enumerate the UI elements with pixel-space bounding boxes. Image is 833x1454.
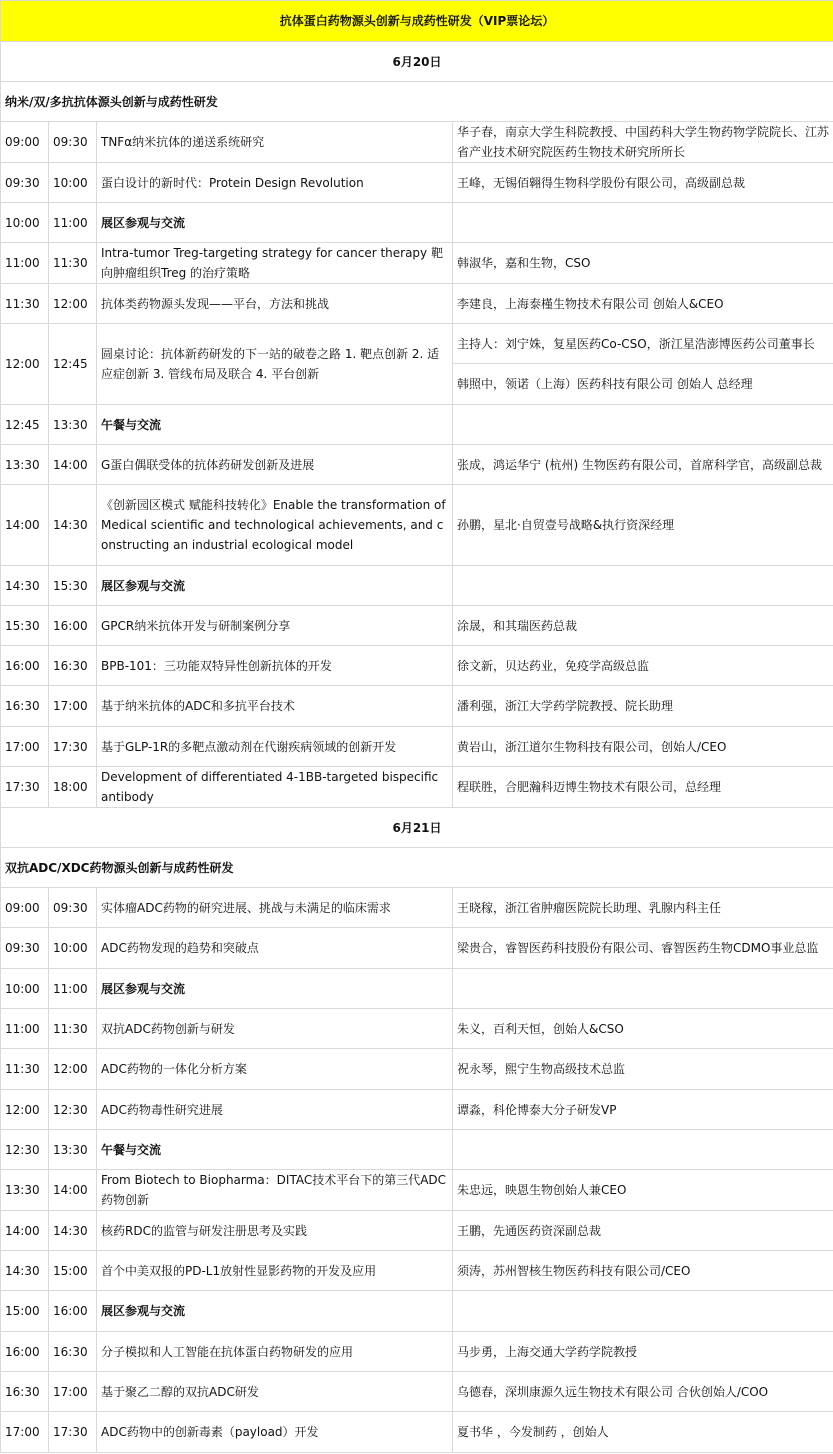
end-time: 17:30 — [49, 1412, 97, 1453]
end-time: 10:00 — [49, 163, 97, 203]
session-topic: 午餐与交流 — [97, 1130, 453, 1170]
start-time: 15:30 — [1, 606, 49, 646]
end-time: 17:00 — [49, 686, 97, 727]
session-speaker: 韩照中，领诺（上海）医药科技有限公司 创始人 总经理 — [453, 364, 833, 405]
session-topic: GPCR纳米抗体开发与研制案例分享 — [97, 606, 453, 646]
session-speaker: 程联胜，合肥瀚科迈博生物技术有限公司，总经理 — [453, 767, 833, 808]
start-time: 16:00 — [1, 646, 49, 686]
session-topic: 实体瘤ADC药物的研究进展、挑战与未满足的临床需求 — [97, 888, 453, 928]
session-topic: 基于GLP-1R的多靶点激动剂在代谢疾病领域的创新开发 — [97, 727, 453, 767]
session-speaker: 谭淼，科伦博泰大分子研发VP — [453, 1090, 833, 1130]
session-topic: G蛋白偶联受体的抗体药研发创新及进展 — [97, 445, 453, 485]
end-time: 11:30 — [49, 1009, 97, 1049]
start-time: 10:00 — [1, 203, 49, 243]
session-speaker: 朱忠远，映恩生物创始人兼CEO — [453, 1170, 833, 1211]
session-speaker: 夏书华 ，今发制药 ，创始人 — [453, 1412, 833, 1453]
end-time: 13:30 — [49, 1130, 97, 1170]
session-speaker: 孙鹏，星北·自贸壹号战略&执行资深经理 — [453, 485, 833, 566]
session-topic: 首个中美双报的PD-L1放射性显影药物的开发及应用 — [97, 1251, 453, 1291]
start-time: 16:30 — [1, 1372, 49, 1412]
session-topic: Development of differentiated 4-1BB-targeted bispecific antibody — [97, 767, 453, 808]
session-row — [1, 606, 833, 646]
end-time: 09:30 — [49, 888, 97, 928]
session-row — [1, 1049, 833, 1090]
session-topic: 午餐与交流 — [97, 405, 453, 445]
start-time: 11:30 — [1, 284, 49, 324]
session-speaker — [453, 566, 833, 606]
session-topic: From Biotech to Biopharma：DITAC技术平台下的第三代ADC药物创新 — [97, 1170, 453, 1211]
start-time: 13:30 — [1, 1170, 49, 1211]
session-speaker: 朱义，百利天恒，创始人&CSO — [453, 1009, 833, 1049]
session-row — [1, 767, 833, 808]
session-topic: 圆桌讨论：抗体新药研发的下一站的破卷之路 1. 靶点创新 2. 适应症创新 3. 管线布局及联合 4. 平台创新 — [97, 324, 453, 405]
start-time: 14:00 — [1, 1211, 49, 1251]
end-time: 16:30 — [49, 1332, 97, 1372]
session-row — [1, 243, 833, 284]
start-time: 12:00 — [1, 1090, 49, 1130]
end-time: 13:30 — [49, 405, 97, 445]
break-row — [1, 566, 833, 606]
session-row — [1, 928, 833, 969]
session-topic: 基于纳米抗体的ADC和多抗平台技术 — [97, 686, 453, 727]
start-time: 16:00 — [1, 1332, 49, 1372]
start-time: 14:00 — [1, 485, 49, 566]
session-speaker: 祝永琴，熙宁生物高级技术总监 — [453, 1049, 833, 1090]
session-row — [1, 1009, 833, 1049]
date-row — [1, 42, 833, 82]
session-topic: 展区参观与交流 — [97, 1291, 453, 1332]
start-time: 11:30 — [1, 1049, 49, 1090]
session-speaker: 乌德春，深圳康源久远生物技术有限公司 合伙创始人/COO — [453, 1372, 833, 1412]
end-time: 12:00 — [49, 284, 97, 324]
end-time: 11:00 — [49, 969, 97, 1009]
end-time: 09:30 — [49, 122, 97, 163]
break-row — [1, 405, 833, 445]
session-speaker: 徐文新，贝达药业，免疫学高级总监 — [453, 646, 833, 686]
end-time: 16:00 — [49, 606, 97, 646]
break-row — [1, 203, 833, 243]
session-speaker: 涂晟，和其瑞医药总裁 — [453, 606, 833, 646]
session-topic: 抗体类药物源头发现——平台，方法和挑战 — [97, 284, 453, 324]
session-topic: 分子模拟和人工智能在抗体蛋白药物研发的应用 — [97, 1332, 453, 1372]
session-speaker: 李建良，上海泰槿生物技术有限公司 创始人&CEO — [453, 284, 833, 324]
start-time: 12:00 — [1, 324, 49, 405]
session-row — [1, 1090, 833, 1130]
start-time: 14:30 — [1, 1251, 49, 1291]
end-time: 16:30 — [49, 646, 97, 686]
session-topic: 核药RDC的监管与研发注册思考及实践 — [97, 1211, 453, 1251]
start-time: 12:45 — [1, 405, 49, 445]
section-title: 双抗ADC/XDC药物源头创新与成药性研发 — [1, 848, 833, 888]
session-topic: Intra-tumor Treg-targeting strategy for cancer therapy 靶向肿瘤组织Treg 的治疗策略 — [97, 243, 453, 284]
session-topic: ADC药物毒性研究进展 — [97, 1090, 453, 1130]
start-time: 13:30 — [1, 445, 49, 485]
session-row — [1, 646, 833, 686]
session-topic: 双抗ADC药物创新与研发 — [97, 1009, 453, 1049]
session-topic: ADC药物中的创新毒素（payload）开发 — [97, 1412, 453, 1453]
session-topic: 《创新园区模式 赋能科技转化》Enable the transformation of Medical scientific and technological achievements, and constructing an industrial ecological model — [97, 485, 453, 566]
session-topic: 展区参观与交流 — [97, 969, 453, 1009]
start-time: 09:30 — [1, 928, 49, 969]
end-time: 17:00 — [49, 1372, 97, 1412]
end-time: 11:00 — [49, 203, 97, 243]
start-time: 17:00 — [1, 727, 49, 767]
title-row — [1, 1, 833, 42]
start-time: 10:00 — [1, 969, 49, 1009]
end-time: 12:00 — [49, 1049, 97, 1090]
session-row — [1, 324, 833, 364]
session-row — [1, 1332, 833, 1372]
start-time: 14:30 — [1, 566, 49, 606]
session-row — [1, 445, 833, 485]
end-time: 18:00 — [49, 767, 97, 808]
session-row — [1, 888, 833, 928]
session-speaker: 张成，鸿运华宁 (杭州) 生物医药有限公司，首席科学官，高级副总裁 — [453, 445, 833, 485]
end-time: 16:00 — [49, 1291, 97, 1332]
session-row — [1, 122, 833, 163]
session-speaker — [453, 203, 833, 243]
session-row — [1, 1170, 833, 1211]
session-topic: ADC药物发现的趋势和突破点 — [97, 928, 453, 969]
section-row — [1, 848, 833, 888]
end-time: 14:00 — [49, 445, 97, 485]
start-time: 12:30 — [1, 1130, 49, 1170]
end-time: 12:30 — [49, 1090, 97, 1130]
end-time: 15:30 — [49, 566, 97, 606]
date-row — [1, 808, 833, 848]
start-time: 11:00 — [1, 1009, 49, 1049]
day-date: 6月20日 — [1, 42, 833, 82]
session-row — [1, 686, 833, 727]
start-time: 09:00 — [1, 122, 49, 163]
end-time: 10:00 — [49, 928, 97, 969]
start-time: 11:00 — [1, 243, 49, 284]
forum-title: 抗体蛋白药物源头创新与成药性研发（VIP票论坛） — [1, 1, 833, 42]
session-row — [1, 163, 833, 203]
break-row — [1, 1130, 833, 1170]
break-row — [1, 1291, 833, 1332]
session-row — [1, 727, 833, 767]
session-row — [1, 1412, 833, 1453]
end-time: 14:30 — [49, 485, 97, 566]
session-speaker — [453, 969, 833, 1009]
session-topic: TNFα纳米抗体的递送系统研究 — [97, 122, 453, 163]
end-time: 14:00 — [49, 1170, 97, 1211]
session-speaker: 王晓稼，浙江省肿瘤医院院长助理、乳腺内科主任 — [453, 888, 833, 928]
session-row — [1, 284, 833, 324]
session-row — [1, 1372, 833, 1412]
end-time: 12:45 — [49, 324, 97, 405]
section-row — [1, 82, 833, 122]
session-speaker: 黄岩山，浙江道尔生物科技有限公司，创始人/CEO — [453, 727, 833, 767]
session-speaker: 潘利强，浙江大学药学院教授、院长助理 — [453, 686, 833, 727]
end-time: 14:30 — [49, 1211, 97, 1251]
session-row — [1, 1251, 833, 1291]
session-speaker: 华子春，南京大学生科院教授、中国药科大学生物药物学院院长、江苏省产业技术研究院医药生物技术研究所所长 — [453, 122, 833, 163]
session-speaker: 王峰，无锡佰翱得生物科学股份有限公司，高级副总裁 — [453, 163, 833, 203]
session-topic: 展区参观与交流 — [97, 566, 453, 606]
end-time: 15:00 — [49, 1251, 97, 1291]
session-topic: BPB-101：三功能双特异性创新抗体的开发 — [97, 646, 453, 686]
session-speaker — [453, 1291, 833, 1332]
session-topic: 基于聚乙二醇的双抗ADC研发 — [97, 1372, 453, 1412]
start-time: 15:00 — [1, 1291, 49, 1332]
end-time: 17:30 — [49, 727, 97, 767]
section-title: 纳米/双/多抗抗体源头创新与成药性研发 — [1, 82, 833, 122]
session-speaker: 马步勇，上海交通大学药学院教授 — [453, 1332, 833, 1372]
session-speaker — [453, 405, 833, 445]
session-speaker: 梁贵合，睿智医药科技股份有限公司、睿智医药生物CDMO事业总监 — [453, 928, 833, 969]
session-topic: 展区参观与交流 — [97, 203, 453, 243]
session-row — [1, 485, 833, 566]
session-topic: ADC药物的一体化分析方案 — [97, 1049, 453, 1090]
session-speaker: 主持人：刘宁姝，复星医药Co-CSO，浙江星浩澎博医药公司董事长 — [453, 324, 833, 364]
start-time: 09:30 — [1, 163, 49, 203]
session-row — [1, 1211, 833, 1251]
session-topic: 蛋白设计的新时代：Protein Design Revolution — [97, 163, 453, 203]
session-speaker: 王鹏，先通医药资深副总裁 — [453, 1211, 833, 1251]
break-row — [1, 969, 833, 1009]
start-time: 17:00 — [1, 1412, 49, 1453]
session-speaker: 韩淑华，嘉和生物，CSO — [453, 243, 833, 284]
day-date: 6月21日 — [1, 808, 833, 848]
session-speaker: 须涛，苏州智核生物医药科技有限公司/CEO — [453, 1251, 833, 1291]
end-time: 11:30 — [49, 243, 97, 284]
start-time: 09:00 — [1, 888, 49, 928]
start-time: 16:30 — [1, 686, 49, 727]
start-time: 17:30 — [1, 767, 49, 808]
session-speaker — [453, 1130, 833, 1170]
